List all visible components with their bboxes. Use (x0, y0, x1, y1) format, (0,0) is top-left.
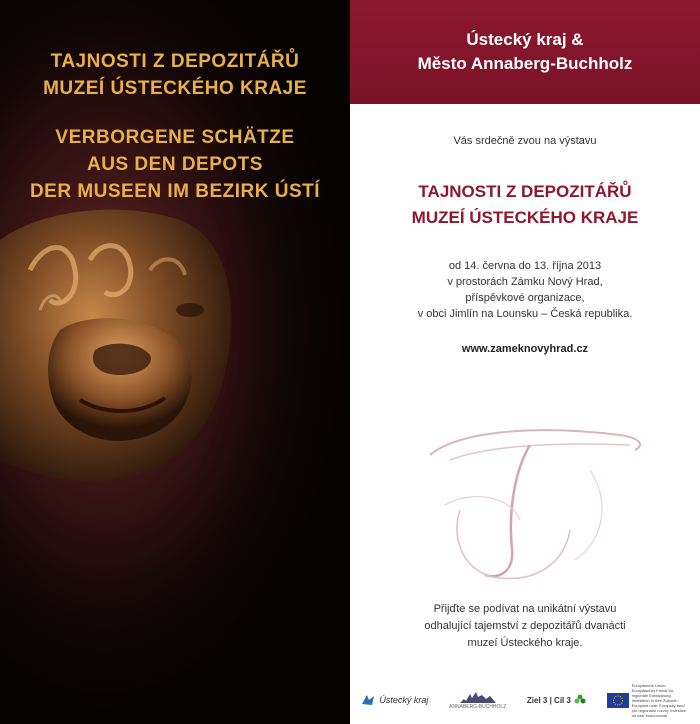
organizer-line: Město Annaberg-Buchholz (417, 54, 633, 73)
exhibition-title-line: TAJNOSTI Z DEPOZITÁŘŮ (418, 182, 632, 201)
closing-line: muzeí Ústeckého kraje. (467, 637, 583, 649)
czech-title-line: TAJNOSTI Z DEPOZITÁŘŮ (50, 51, 300, 72)
right-panel (350, 0, 700, 724)
closing-line: odhalující tajemství z depozitářů dvanácti (424, 620, 626, 632)
monogram-t-decoration (390, 410, 660, 590)
detail-line: v obci Jimlín na Lounsku – Česká republika. (417, 308, 633, 320)
czech-title-line: MUZEÍ ÚSTECKÉHO KRAJE (43, 78, 307, 99)
closing-line: Přijďte se podívat na unikátní výstavu (433, 603, 617, 615)
czech-title (0, 48, 350, 102)
organizers-header (350, 0, 700, 104)
left-titles (0, 48, 350, 205)
website-link[interactable]: www.zameknovyhrad.cz (461, 343, 589, 355)
lion-statue-image (0, 200, 350, 500)
ziel3-logo-text: Ziel 3 | Cíl 3 (526, 695, 571, 705)
exhibition-title (350, 179, 700, 231)
eu-logo (607, 683, 690, 718)
detail-line: příspěvkové organizace, (465, 292, 585, 304)
annaberg-logo-text: ANNABERG-BUCHHOLZ (449, 703, 507, 710)
german-title-line: VERBORGENE SCHÄTZE (55, 127, 295, 148)
ziel3-flower-icon (574, 694, 586, 706)
exhibition-details (350, 258, 700, 322)
annaberg-skyline-icon (460, 691, 496, 703)
closing-text (350, 601, 700, 652)
sponsor-logos (350, 680, 700, 720)
german-title-line: DER MUSEEN IM BEZIRK ÚSTÍ (29, 181, 321, 202)
exhibition-title-line: MUZEÍ ÚSTECKÉHO KRAJE (411, 208, 639, 227)
ustecky-kraj-logo-text: Ústecký kraj (379, 695, 429, 705)
ziel3-logo (527, 694, 586, 706)
german-title-line: AUS DEN DEPOTS (87, 154, 263, 175)
detail-line: od 14. června do 13. října 2013 (448, 260, 602, 272)
organizer-line: Ústecký kraj & (466, 30, 584, 49)
annaberg-logo (449, 691, 506, 710)
ustecky-kraj-logo (360, 692, 428, 708)
invitation-text: Vás srdečně zvou na výstavu (453, 135, 597, 147)
eu-flag-icon (607, 693, 629, 708)
detail-line: v prostorách Zámku Nový Hrad, (447, 276, 603, 288)
german-title (0, 124, 350, 205)
eu-funding-text: Europäische Union. Europäischer Fonds für regionale Entwicklung: Investition in Ihre Zukunft / Evropská unie: Evropský fond pro regionální rozvoj: Investice do vaší budoucnosti (631, 682, 686, 718)
ustecky-kraj-emblem-icon (360, 692, 376, 708)
